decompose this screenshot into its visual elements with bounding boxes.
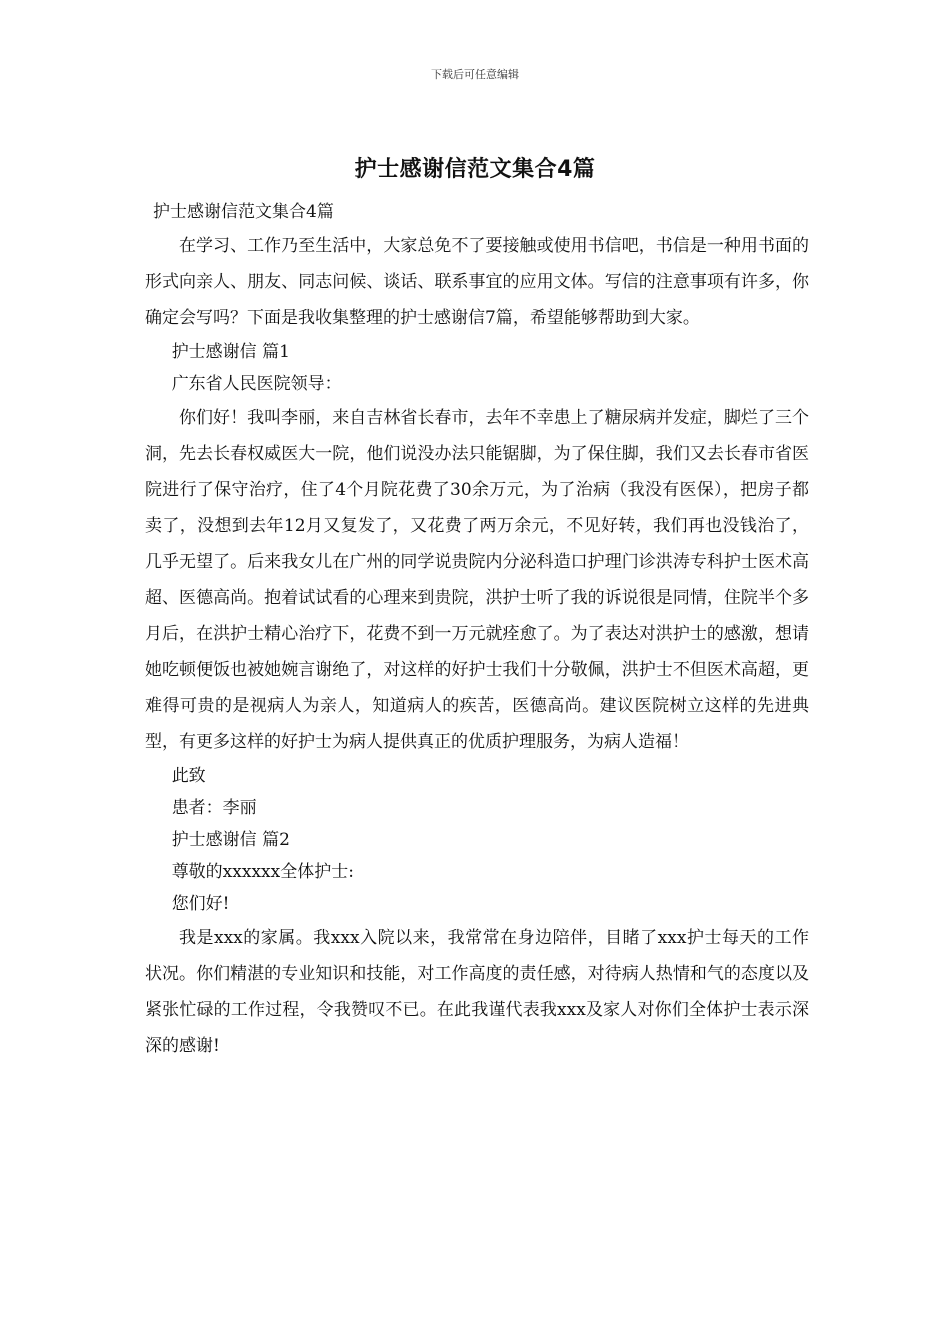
document-title: 护士感谢信范文集合4篇	[354, 157, 596, 182]
intro-paragraph: 在学习、工作乃至生活中，大家总免不了要接触或使用书信吧，书信是一种用书面的形式向亲人、朋友、同志问候、谈话、联系事宜的应用文体。写信的注意事项有许多，你确定会写吗？下面是我收集整理的护士感谢信7篇，希望能够帮助到大家。	[145, 236, 809, 328]
letter2-salutation: 尊敬的xxxxxx全体护士:	[171, 862, 354, 882]
letter1-signature: 患者：李丽	[171, 798, 257, 818]
letter1-salutation: 广东省人民医院领导：	[171, 374, 342, 394]
document-subtitle: 护士感谢信范文集合4篇	[153, 202, 334, 222]
letter1-body: 你们好！我叫李丽，来自吉林省长春市，去年不幸患上了糖尿病并发症，脚烂了三个洞，先去长春权威医大一院，他们说没办法只能锯脚，为了保住脚，我们又去长春市省医院进行了保守治疗，住了4个月院花费了30余万元，为了治病（我没有医保），把房子都卖了，没想到去年12月又复发了，又花费了两万余元，不见好转，我们再也没钱治了，几乎无望了。后来我女儿在广州的同学说贵院内分泌科造口护理门诊洪涛专科护士医术高超、医德高尚。抱着试试看的心理来到贵院，洪护士听了我的诉说很是同情，住院半个多月后，在洪护士精心治疗下，花费不到一万元就痊愈了。为了表达对洪护士的感激，想请她吃顿便饭也被她婉言谢绝了，对这样的好护士我们十分敬佩，洪护士不但医术高超，更难得可贵的是视病人为亲人，知道病人的疾苦，医德高尚。建议医院树立这样的先进典型，有更多这样的好护士为病人提供真正的优质护理服务，为病人造福！	[145, 408, 809, 752]
letter2-body: 我是xxx的家属。我xxx入院以来，我常常在身边陪伴，目睹了xxx护士每天的工作状况。你们精湛的专业知识和技能，对工作高度的责任感，对待病人热情和气的态度以及紧张忙碌的工作过程，令我赞叹不已。在此我谨代表我xxx及家人对你们全体护士表示深深的感谢!	[145, 928, 809, 1056]
document-body	[145, 196, 809, 1064]
letter1-closing: 此致	[171, 766, 206, 786]
letter1-heading: 护士感谢信 篇1	[171, 342, 290, 362]
letter2-greeting: 您们好!	[171, 894, 230, 914]
header-note: 下载后可任意编辑	[431, 68, 519, 81]
letter2-heading: 护士感谢信 篇2	[171, 830, 290, 850]
